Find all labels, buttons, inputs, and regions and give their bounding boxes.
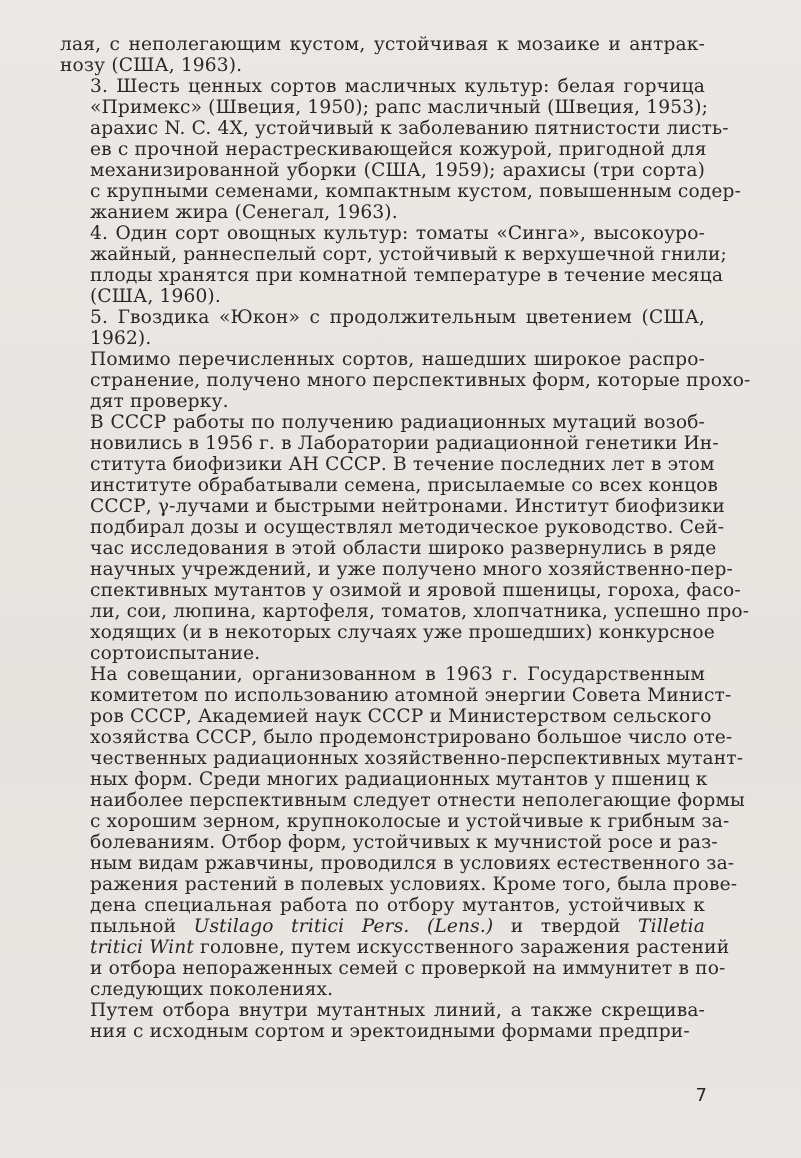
text-line: жанием жира (Сенегал, 1963). [90, 202, 398, 223]
text-line: В СССР работы по получению радиационных мутаций возоб- [90, 412, 705, 433]
text-line: ных форм. Среди многих радиационных мутантов у пшениц к [90, 769, 708, 790]
text-line: (США, 1960). [90, 286, 221, 307]
paragraph [60, 664, 746, 1000]
text-line: ли, сои, люпина, картофеля, томатов, хлопчатника, успешно про- [90, 601, 750, 622]
text-line: 4. Один сорт овощных культур: томаты «Синга», высокоуро- [90, 223, 705, 244]
paragraph [60, 34, 705, 76]
text-line: лая, с неполегающим кустом, устойчивая к мозаике и антрак- [60, 34, 705, 55]
text-line: и отбора непораженных семей с проверкой на иммунитет в по- [90, 958, 726, 979]
text-line: дена специальная работа по отбору мутантов, устойчивых к [90, 895, 705, 916]
text-line: ражения растений в полевых условиях. Кроме того, была прове- [90, 874, 738, 895]
text-line: «Примекс» (Швеция, 1950); рапс масличный (Швеция, 1953); [90, 97, 709, 118]
body-text [60, 34, 751, 1042]
text-line: сортоиспытание. [90, 643, 261, 664]
text-line: 3. Шесть ценных сортов масличных культур: белая горчица [90, 76, 705, 97]
text-line: с хорошим зерном, крупноколосые и устойчивые к грибным за- [90, 811, 730, 832]
page-number: 7 [695, 1085, 707, 1106]
paragraph [60, 76, 742, 223]
text-line: час исследования в этой области широко развернулись в ряде [90, 538, 717, 559]
text-line: новились в 1956 г. в Лаборатории радиационной генетики Ин- [90, 433, 719, 454]
text-line: 1962). [90, 328, 152, 349]
text-line: ститута биофизики АН СССР. В течение последних лет в этом [90, 454, 715, 475]
text-line: Путем отбора внутри мутантных линий, а также скрещива- [90, 1000, 705, 1021]
text-line: СССР, γ-лучами и быстрыми нейтронами. Институт биофизики [90, 496, 725, 517]
text-line: странение, получено много перспективных форм, которые прохо- [90, 370, 751, 391]
text-line: Помимо перечисленных сортов, нашедших широкое распро- [90, 349, 705, 370]
text-line: институте обрабатывали семена, присылаемые со всех концов [90, 475, 719, 496]
text-line: дят проверку. [90, 391, 229, 412]
text-line: жайный, раннеспелый сорт, устойчивый к верхушечной гнили; [90, 244, 727, 265]
text-line: подбирал дозы и осуществлял методическое руководство. Сей- [90, 517, 725, 538]
text-line: спективных мутантов у озимой и яровой пшеницы, гороха, фасо- [90, 580, 741, 601]
paragraph [60, 307, 705, 349]
text-line: болеваниям. Отбор форм, устойчивых к мучнистой росе и раз- [90, 832, 718, 853]
paragraph [60, 412, 750, 664]
text-line: чественных радиационных хозяйственно-перспективных мутант- [90, 748, 744, 769]
text-line: ным видам ржавчины, проводился в условиях естественного за- [90, 853, 735, 874]
paragraph [60, 1000, 705, 1042]
text-line: пыльной Ustilago tritici Pers. (Lens.) и твердой Tilletia [90, 916, 705, 937]
text-line: ния с исходным сортом и эректоидными формами предпри- [90, 1021, 690, 1042]
paragraph [60, 349, 751, 412]
text-line: ров СССР, Академией наук СССР и Министерством сельского [90, 706, 712, 727]
text-line: комитетом по использованию атомной энергии Совета Минист- [90, 685, 732, 706]
paragraph [60, 223, 727, 307]
text-line: плоды хранятся при комнатной температуре в течение месяца [90, 265, 724, 286]
text-line: арахис N. C. 4X, устойчивый к заболеванию пятнистости листь- [90, 118, 729, 139]
text-line: На совещании, организованном в 1963 г. Государственным [90, 664, 705, 685]
text-line: с крупными семенами, компактным кустом, повышенным содер- [90, 181, 742, 202]
text-line: механизированной уборки (США, 1959); арахисы (три сорта) [90, 160, 705, 181]
text-line: нозу (США, 1963). [60, 55, 243, 76]
text-line: ев с прочной нерастрескивающейся кожурой, пригодной для [90, 139, 707, 160]
text-line: научных учреждений, и уже получено много хозяйственно-пер- [90, 559, 733, 580]
text-line: следующих поколениях. [90, 979, 334, 1000]
text-line: 5. Гвоздика «Юкон» с продолжительным цветением (США, [90, 307, 705, 328]
text-line: tritici Wint головне, путем искусственного заражения растений [90, 937, 730, 958]
text-line: ходящих (и в некоторых случаях уже прошедших) конкурсное [90, 622, 715, 643]
text-line: хозяйства СССР, было продемонстрировано большое число оте- [90, 727, 733, 748]
text-line: наиболее перспективным следует отнести неполегающие формы [90, 790, 746, 811]
